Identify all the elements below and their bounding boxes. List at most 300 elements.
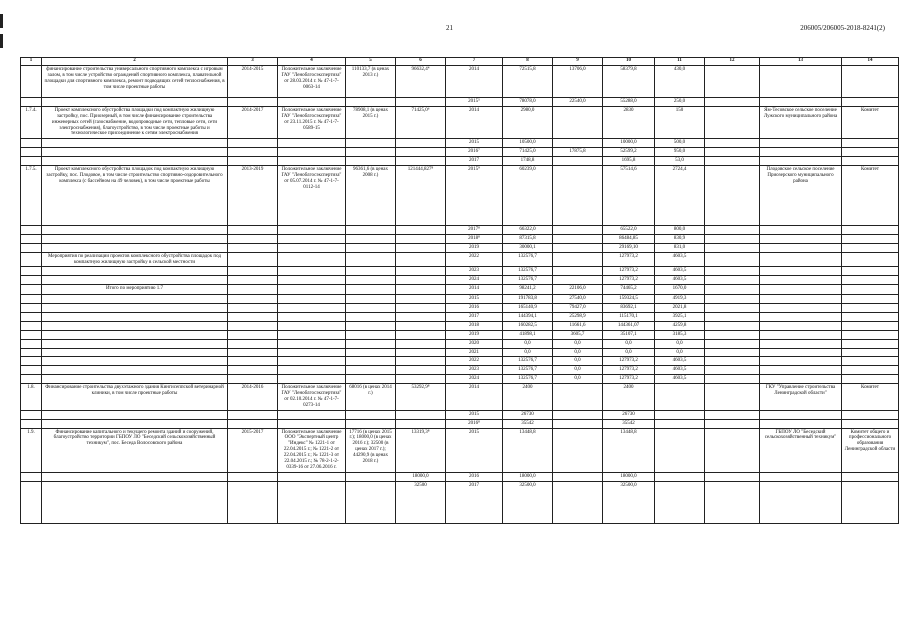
table-cell xyxy=(278,348,346,357)
table-cell xyxy=(228,472,278,481)
table-cell xyxy=(396,295,446,304)
table-cell xyxy=(842,339,899,348)
table-cell: 159324,5 xyxy=(603,295,655,304)
table-cell: 27540,0 xyxy=(553,295,603,304)
table-cell: 191783,8 xyxy=(503,295,553,304)
table-cell xyxy=(278,375,346,384)
table-cell: 2014 xyxy=(446,384,503,411)
table-cell: Итого по мероприятию 1.7 xyxy=(42,285,228,295)
table-cell xyxy=(705,243,760,252)
table-cell: 2019 xyxy=(446,330,503,339)
table-cell xyxy=(842,375,899,384)
table-cell: 25298,9 xyxy=(553,313,603,322)
table-cell: 3185,3 xyxy=(655,330,705,339)
table-cell: 800,0 xyxy=(655,226,705,235)
table-cell: 83692,1 xyxy=(603,304,655,313)
table-cell xyxy=(396,285,446,295)
table-cell xyxy=(553,384,603,411)
table-cell xyxy=(228,267,278,276)
table-cell: 430,0 xyxy=(655,66,705,98)
table-cell: 950,0 xyxy=(655,148,705,157)
table-cell xyxy=(228,410,278,419)
table-cell: 2015 xyxy=(446,295,503,304)
table-cell: 2017 xyxy=(446,313,503,322)
table-cell xyxy=(760,148,842,157)
table-cell xyxy=(760,98,842,107)
table-cell xyxy=(346,304,396,313)
table-cell xyxy=(760,66,842,98)
table-cell: 121444,827⁸ xyxy=(396,166,446,226)
table-row xyxy=(21,481,899,523)
table-cell: 2014-2016 xyxy=(228,384,278,411)
table-cell xyxy=(553,419,603,428)
table-cell xyxy=(705,226,760,235)
table-cell: 2016⁷ xyxy=(446,148,503,157)
table-cell xyxy=(760,267,842,276)
table-cell: 30000,1 xyxy=(503,243,553,252)
table-cell: 60239,0 xyxy=(503,166,553,226)
table-cell: 0,0 xyxy=(553,348,603,357)
table-cell: 2018 xyxy=(446,321,503,330)
table-cell xyxy=(655,428,705,472)
table-row xyxy=(21,267,899,276)
column-number-cell: 7 xyxy=(446,58,503,66)
table-cell: 2014-2017 xyxy=(228,106,278,138)
column-number-cell: 6 xyxy=(396,58,446,66)
table-cell xyxy=(705,148,760,157)
table-cell: 0,0 xyxy=(603,348,655,357)
table-cell xyxy=(278,313,346,322)
table-cell: Ям-Тесовское сельское поселение Лужского муниципального района xyxy=(760,106,842,138)
table-cell: 26730 xyxy=(603,410,655,419)
table-cell xyxy=(278,410,346,419)
table-cell xyxy=(705,366,760,375)
table-cell: 26730 xyxy=(503,410,553,419)
table-cell xyxy=(842,157,899,166)
table-cell: финансирование строительства универсального спортивного комплекса с игровым залом, в том числе устройство ограждений спортивного комплекса, плавательной площадки для спортивного комплекса, ремонт подводящих сетей теплоснабжения, в том числе проектные работы xyxy=(42,66,228,98)
table-cell: 13448,8 xyxy=(503,428,553,472)
table-cell xyxy=(842,410,899,419)
table-row xyxy=(21,472,899,481)
table-row xyxy=(21,106,899,138)
table-cell xyxy=(228,419,278,428)
table-cell: 1.9. xyxy=(21,428,42,472)
table-cell: 35542 xyxy=(503,419,553,428)
table-cell: 66322,0 xyxy=(503,226,553,235)
table-cell xyxy=(278,98,346,107)
table-cell: 78908,1 (в ценах 2015 г.) xyxy=(346,106,396,138)
table-cell: Комитет xyxy=(842,166,899,226)
table-cell xyxy=(553,234,603,243)
table-cell xyxy=(705,139,760,148)
table-cell xyxy=(346,330,396,339)
table-cell: 132576,7 xyxy=(503,276,553,285)
table-cell: 2015⁵ xyxy=(446,98,503,107)
table-cell xyxy=(842,276,899,285)
table-cell xyxy=(21,410,42,419)
table-cell xyxy=(705,285,760,295)
table-cell: 127973,2 xyxy=(603,276,655,285)
table-cell xyxy=(760,313,842,322)
table-cell xyxy=(42,348,228,357)
table-cell: 35107,1 xyxy=(603,330,655,339)
table-cell xyxy=(705,481,760,523)
table-cell xyxy=(842,98,899,107)
table-cell xyxy=(21,234,42,243)
table-cell xyxy=(21,252,42,267)
table-cell xyxy=(346,285,396,295)
table-row xyxy=(21,243,899,252)
table-cell xyxy=(346,276,396,285)
table-cell: 0,0 xyxy=(603,339,655,348)
table-cell xyxy=(705,304,760,313)
table-cell xyxy=(842,304,899,313)
table-cell: 2024 xyxy=(446,375,503,384)
table-cell xyxy=(655,472,705,481)
table-cell xyxy=(278,472,346,481)
table-cell xyxy=(228,226,278,235)
table-cell xyxy=(42,339,228,348)
table-cell xyxy=(705,252,760,267)
table-cell: 0,0 xyxy=(553,375,603,384)
table-cell xyxy=(228,330,278,339)
table-cell: 2020 xyxy=(446,339,503,348)
table-cell xyxy=(760,234,842,243)
table-cell: 250,0 xyxy=(655,98,705,107)
table-cell xyxy=(346,375,396,384)
table-cell xyxy=(21,366,42,375)
table-cell: 2017 xyxy=(446,157,503,166)
table-cell xyxy=(705,66,760,98)
table-cell xyxy=(760,472,842,481)
table-cell xyxy=(42,295,228,304)
table-cell: 2019 xyxy=(446,243,503,252)
table-cell: Комитет xyxy=(842,384,899,411)
table-cell: 71425,0 xyxy=(503,148,553,157)
table-cell xyxy=(346,139,396,148)
table-cell xyxy=(21,357,42,366)
table-cell: 2400 xyxy=(603,384,655,411)
table-cell xyxy=(705,384,760,411)
table-cell: 86484,85 xyxy=(603,234,655,243)
table-cell xyxy=(842,234,899,243)
table-cell xyxy=(228,313,278,322)
table-cell: 13706,0 xyxy=(553,66,603,98)
table-cell: Положительное заключение ГАУ "Леноблгосэкспертиза" от 02.10.2014 г. № 47-1-7-0273-14 xyxy=(278,384,346,411)
table-cell: 4603,5 xyxy=(655,357,705,366)
column-number-cell: 13 xyxy=(760,58,842,66)
table-cell: 4603,5 xyxy=(655,252,705,267)
table-cell xyxy=(228,157,278,166)
table-cell: 0,0 xyxy=(655,348,705,357)
table-cell xyxy=(760,410,842,419)
table-cell xyxy=(346,410,396,419)
table-cell: 4603,5 xyxy=(655,366,705,375)
table-cell xyxy=(705,375,760,384)
table-cell: 127973,2 xyxy=(603,252,655,267)
table-row xyxy=(21,234,899,243)
table-cell xyxy=(760,157,842,166)
table-cell: 55288,0 xyxy=(603,98,655,107)
table-cell: 132576,7 xyxy=(503,357,553,366)
table-cell xyxy=(760,139,842,148)
table-cell xyxy=(228,375,278,384)
table-row xyxy=(21,339,899,348)
table-cell: 1670,0 xyxy=(655,285,705,295)
table-cell xyxy=(278,357,346,366)
table-cell xyxy=(842,267,899,276)
table-cell xyxy=(228,252,278,267)
table-cell xyxy=(42,98,228,107)
table-cell xyxy=(278,157,346,166)
table-cell: ГБПОУ ЛО "Беседский сельскохозяйственный техникум" xyxy=(760,428,842,472)
table-cell: 144394,1 xyxy=(503,313,553,322)
table-cell xyxy=(346,226,396,235)
table-cell: 2014 xyxy=(446,285,503,295)
table-cell xyxy=(346,234,396,243)
table-cell xyxy=(21,313,42,322)
table-cell: Комитет общего и профессионального образования Ленинградской области xyxy=(842,428,899,472)
table-cell xyxy=(705,106,760,138)
table-cell xyxy=(705,410,760,419)
table-cell: 2018⁸ xyxy=(446,234,503,243)
table-cell: 127973,2 xyxy=(603,366,655,375)
table-cell xyxy=(842,226,899,235)
table-cell xyxy=(278,276,346,285)
table-cell: 2013-2019 xyxy=(228,166,278,226)
table-cell xyxy=(396,252,446,267)
table-cell xyxy=(278,267,346,276)
table-cell xyxy=(396,419,446,428)
table-cell xyxy=(396,357,446,366)
table-cell xyxy=(760,243,842,252)
table-cell: 1695,8 xyxy=(603,157,655,166)
table-cell xyxy=(396,157,446,166)
table-cell: 132576,7 xyxy=(503,267,553,276)
table-cell: 17875,8 xyxy=(553,148,603,157)
table-cell xyxy=(396,410,446,419)
table-row xyxy=(21,428,899,472)
table-cell: 127973,2 xyxy=(603,357,655,366)
table-cell: 2015⁹ xyxy=(446,166,503,226)
table-cell: 18000,0 xyxy=(396,472,446,481)
table-cell xyxy=(21,243,42,252)
table-cell xyxy=(760,330,842,339)
table-cell xyxy=(21,472,42,481)
table-cell xyxy=(21,98,42,107)
table-cell xyxy=(278,321,346,330)
table-cell xyxy=(21,157,42,166)
table-cell xyxy=(278,139,346,148)
column-number-cell: 5 xyxy=(346,58,396,66)
table-cell xyxy=(760,304,842,313)
table-row xyxy=(21,313,899,322)
table-row xyxy=(21,66,899,98)
table-cell: 53292,9⁸ xyxy=(396,384,446,411)
table-cell xyxy=(655,384,705,411)
table-row xyxy=(21,357,899,366)
table-cell xyxy=(705,330,760,339)
table-cell xyxy=(278,252,346,267)
table-cell: 160282,5 xyxy=(503,321,553,330)
table-cell xyxy=(842,481,899,523)
table-cell: 0,0 xyxy=(503,339,553,348)
table-cell xyxy=(278,366,346,375)
table-cell xyxy=(228,148,278,157)
table-cell: 2014 xyxy=(446,106,503,138)
table-cell xyxy=(842,357,899,366)
table-cell: 1.7.4. xyxy=(21,106,42,138)
table-cell: 10500,0 xyxy=(503,139,553,148)
table-cell xyxy=(346,267,396,276)
table-cell xyxy=(760,366,842,375)
table-cell xyxy=(396,243,446,252)
table-cell xyxy=(21,348,42,357)
table-cell xyxy=(42,243,228,252)
table-cell: 0,0 xyxy=(553,339,603,348)
table-cell xyxy=(396,98,446,107)
table-cell xyxy=(278,148,346,157)
table-cell: 2015 xyxy=(446,410,503,419)
table-cell xyxy=(760,285,842,295)
table-cell: 35542 xyxy=(603,419,655,428)
table-row xyxy=(21,348,899,357)
table-cell: 4603,5 xyxy=(655,267,705,276)
table-cell: 17716 (в ценах 2015 г.); 18000,0 (в ценах 2016 г.); 32500 (в ценах 2017 г.); 44290,9 (в ценах 2018 г.) xyxy=(346,428,396,472)
table-cell: 1.7.5. xyxy=(21,166,42,226)
column-number-cell: 12 xyxy=(705,58,760,66)
table-cell: 0,0 xyxy=(655,339,705,348)
table-cell xyxy=(42,313,228,322)
table-cell: 22106,0 xyxy=(553,285,603,295)
table-cell xyxy=(228,357,278,366)
table-cell xyxy=(278,339,346,348)
table-cell xyxy=(553,267,603,276)
table-cell xyxy=(21,139,42,148)
table-cell xyxy=(228,285,278,295)
table-row xyxy=(21,384,899,411)
table-cell: 4603,5 xyxy=(655,375,705,384)
table-cell xyxy=(346,295,396,304)
table-cell xyxy=(346,243,396,252)
table-cell xyxy=(42,226,228,235)
table-cell xyxy=(655,410,705,419)
table-cell xyxy=(21,285,42,295)
table-cell xyxy=(228,321,278,330)
table-cell: 2980,0 xyxy=(503,106,553,138)
table-cell xyxy=(278,304,346,313)
table-cell xyxy=(42,276,228,285)
table-cell xyxy=(396,375,446,384)
table-cell: 2021 xyxy=(446,348,503,357)
table-cell: Мероприятия по реализации проектов комплексного обустройства площадок под компактную жилищную застройку в сельской местности xyxy=(42,252,228,267)
table-cell xyxy=(705,166,760,226)
table-cell: 29169,10 xyxy=(603,243,655,252)
table-cell: 0,0 xyxy=(553,357,603,366)
table-cell xyxy=(346,472,396,481)
table-cell: 2023 xyxy=(446,267,503,276)
table-cell xyxy=(228,234,278,243)
table-cell xyxy=(705,428,760,472)
table-cell xyxy=(705,313,760,322)
table-cell xyxy=(21,295,42,304)
table-cell xyxy=(228,276,278,285)
table-cell xyxy=(396,348,446,357)
document-code: 206005/206005-2018-8241(2) xyxy=(800,24,885,32)
table-cell xyxy=(42,321,228,330)
table-cell xyxy=(396,330,446,339)
table-row xyxy=(21,410,899,419)
table-cell xyxy=(42,375,228,384)
table-cell: 0,0 xyxy=(553,366,603,375)
table-cell: 830,9 xyxy=(655,234,705,243)
table-cell xyxy=(553,428,603,472)
table-cell xyxy=(21,375,42,384)
table-cell xyxy=(396,267,446,276)
table-cell: 52599,2 xyxy=(603,148,655,157)
column-number-cell: 8 xyxy=(503,58,553,66)
table-cell xyxy=(396,313,446,322)
table-cell xyxy=(396,234,446,243)
table-cell: Плодовское сельское поселение Приозерского муниципального района xyxy=(760,166,842,226)
table-cell xyxy=(396,139,446,148)
table-cell: 144361,07 xyxy=(603,321,655,330)
table-cell: 2830 xyxy=(603,106,655,138)
table-cell: Положительное заключение ООО "Экспертный центр "Индекс" № 1221-1 от 22.04.2015 г.; № 1221-2 от 22.04.2015 г.; № 1221-3 от 22.04.2015 г.; № 78-2-1-2-0339-16 от 27.06.2016 г. xyxy=(278,428,346,472)
table-cell xyxy=(553,226,603,235)
table-cell: 500,0 xyxy=(655,139,705,148)
table-cell xyxy=(346,321,396,330)
table-cell xyxy=(553,481,603,523)
table-cell: 2024 xyxy=(446,276,503,285)
table-cell xyxy=(42,419,228,428)
table-cell: 2400 xyxy=(503,384,553,411)
table-cell xyxy=(42,481,228,523)
table-cell: 96632,4⁴ xyxy=(396,66,446,98)
table-cell xyxy=(842,66,899,98)
table-cell: 53,0 xyxy=(655,157,705,166)
table-cell: 32500,0 xyxy=(603,481,655,523)
table-cell xyxy=(760,419,842,428)
table-cell xyxy=(842,366,899,375)
table-cell xyxy=(42,330,228,339)
table-cell xyxy=(760,375,842,384)
table-cell: 32500,0 xyxy=(503,481,553,523)
table-cell: 2016 xyxy=(446,472,503,481)
table-cell xyxy=(278,243,346,252)
table-cell xyxy=(21,419,42,428)
table-cell xyxy=(705,157,760,166)
table-cell xyxy=(842,472,899,481)
table-cell: 10000,0 xyxy=(603,139,655,148)
table-cell xyxy=(705,267,760,276)
table-cell: 127973,2 xyxy=(603,375,655,384)
table-cell: 96361,6 (в ценах 2008 г.) xyxy=(346,166,396,226)
table-cell xyxy=(553,166,603,226)
table-cell xyxy=(21,276,42,285)
table-cell: 132576,7 xyxy=(503,375,553,384)
table-cell xyxy=(278,295,346,304)
table-cell: 2017⁸ xyxy=(446,226,503,235)
table-cell xyxy=(278,481,346,523)
table-cell xyxy=(553,276,603,285)
table-row xyxy=(21,304,899,313)
table-cell: Проект комплексного обустройства площадки под компактную жилищную застройку, пос. Приозерный, в том числе финансирование строительства инженерных сетей (газоснабжение, водопроводные сети, тепловые сети, сети электроснабжения), благоустройство, в том числе проектные работы и технологическое присоединение к сетям электроснабжения xyxy=(42,106,228,138)
table-cell xyxy=(42,139,228,148)
table-row xyxy=(21,295,899,304)
table-cell: 78078,0 xyxy=(503,98,553,107)
table-cell: 1748,8 xyxy=(503,157,553,166)
